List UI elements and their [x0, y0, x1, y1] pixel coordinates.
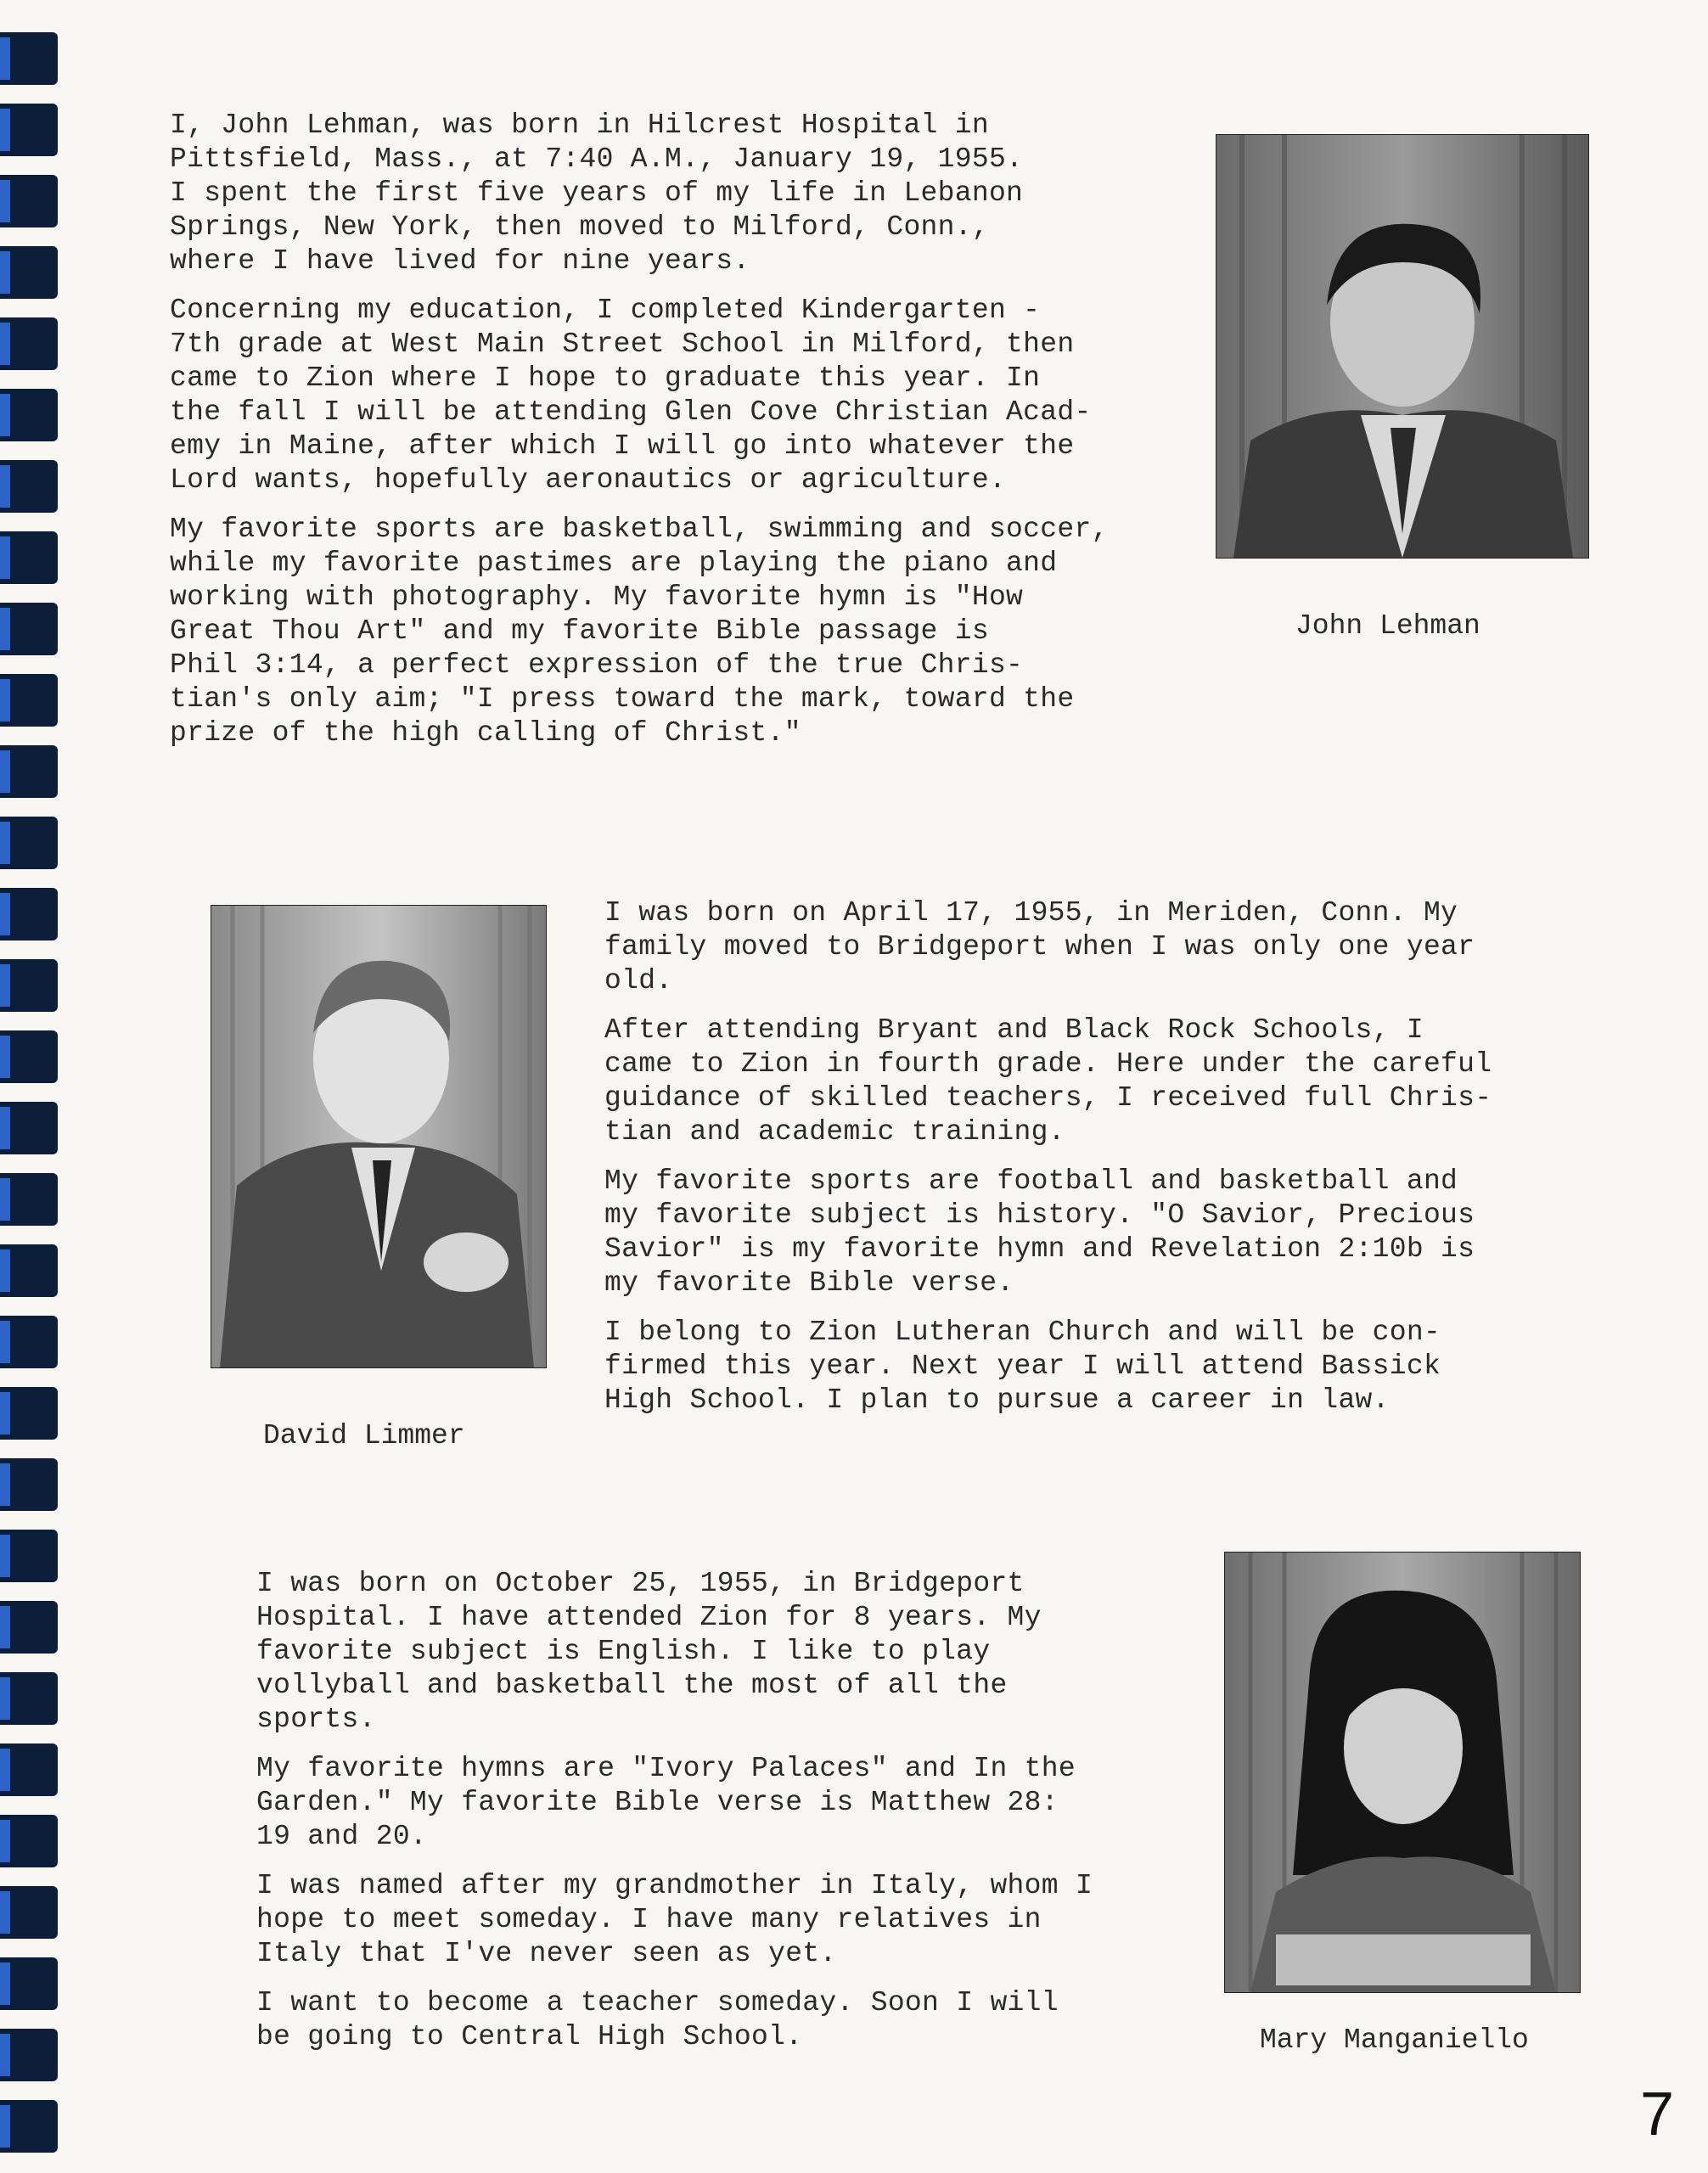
binding-ring	[0, 817, 58, 869]
binding-ring	[0, 1815, 58, 1867]
paragraph: My favorite hymns are "Ivory Palaces" and In the Garden." My favorite Bible verse is Matthew 28: 19 and 20.	[256, 1753, 1076, 1852]
binding-ring	[0, 175, 58, 227]
caption-david-limmer: David Limmer	[263, 1420, 465, 1451]
binding-ring	[0, 1387, 58, 1440]
binding-ring	[0, 1672, 58, 1725]
paragraph: I was named after my grandmother in Italy, whom I hope to meet someday. I have many relatives in Italy that I've never seen as yet.	[256, 1870, 1093, 1969]
binding-ring	[0, 888, 58, 941]
photo-david-limmer	[211, 905, 547, 1368]
caption-mary-manganiello: Mary Manganiello	[1260, 2024, 1529, 2056]
binding-ring	[0, 460, 58, 513]
binding-ring	[0, 104, 58, 156]
paragraph: Concerning my education, I completed Kindergarten - 7th grade at West Main Street School in Milford, then came to Zion where I hope to graduate this year. In the fall I will be attending Glen Cove Christian Acad- emy in Maine, after which I will go into whatever the Lord wants, hopefully aeronautics or agriculture.	[170, 295, 1092, 496]
entry-mary-manganiello-text	[256, 1567, 1207, 2069]
binding-ring	[0, 1601, 58, 1654]
binding-ring	[0, 1743, 58, 1796]
binding-ring	[0, 1030, 58, 1083]
paragraph: I, John Lehman, was born in Hilcrest Hospital in Pittsfield, Mass., at 7:40 A.M., January 19, 1955. I spent the first five years of my life in Lebanon Springs, New York, then moved to Milford, Conn., where I have lived for nine years.	[170, 109, 1024, 277]
paragraph: My favorite sports are football and basketball and my favorite subject is history. "O Savior, Precious Savior" is my favorite hymn and Revelation 2:10b is my favorite Bible verse.	[604, 1165, 1475, 1299]
paragraph: I was born on April 17, 1955, in Meriden, Conn. My family moved to Bridgeport when I was only one year old.	[604, 897, 1475, 997]
paragraph: I want to become a teacher someday. Soon I will be going to Central High School.	[256, 1987, 1059, 2052]
binding-ring	[0, 674, 58, 727]
binding-ring	[0, 531, 58, 584]
entry-john-lehman-text	[170, 109, 1214, 766]
paragraph: I belong to Zion Lutheran Church and will be con- firmed this year. Next year I will attend Bassick High School. I plan to pursue a career in law.	[604, 1317, 1441, 1416]
binding-ring	[0, 1244, 58, 1297]
binding-ring	[0, 246, 58, 299]
binding-ring	[0, 1458, 58, 1511]
binding-ring	[0, 1316, 58, 1368]
binding-ring	[0, 1957, 58, 2010]
binding-ring	[0, 959, 58, 1012]
binding-ring	[0, 745, 58, 798]
caption-john-lehman: John Lehman	[1295, 610, 1480, 642]
binding-ring	[0, 2029, 58, 2081]
binding-ring	[0, 1886, 58, 1939]
binding-ring	[0, 1102, 58, 1154]
page-number: 7	[1639, 2080, 1674, 2148]
photo-mary-manganiello	[1224, 1552, 1581, 1993]
paragraph: I was born on October 25, 1955, in Bridgeport Hospital. I have attended Zion for 8 years. My favorite subject is English. I like to play vollyball and basketball the most of all the sports.	[256, 1568, 1042, 1735]
paragraph: My favorite sports are basketball, swimming and soccer, while my favorite pastimes are playing the piano and working with photography. My favorite hymn is "How Great Thou Art" and my favorite Bible passage is Phil 3:14, a perfect expression of the true Chris- tian's only aim; "I press toward the mark, toward the prize of the high calling of Christ."	[170, 514, 1109, 749]
binding-ring	[0, 32, 58, 85]
spiral-binding	[0, 0, 68, 2173]
paragraph: After attending Bryant and Black Rock Schools, I came to Zion in fourth grade. Here under the careful guidance of skilled teachers, I received full Chris- tian and academic training.	[604, 1014, 1492, 1148]
binding-ring	[0, 603, 58, 655]
photo-john-lehman	[1216, 134, 1589, 559]
entry-david-limmer-text	[604, 896, 1623, 1433]
binding-ring	[0, 2100, 58, 2153]
binding-ring	[0, 1173, 58, 1226]
binding-ring	[0, 389, 58, 441]
binding-ring	[0, 317, 58, 370]
binding-ring	[0, 1530, 58, 1582]
